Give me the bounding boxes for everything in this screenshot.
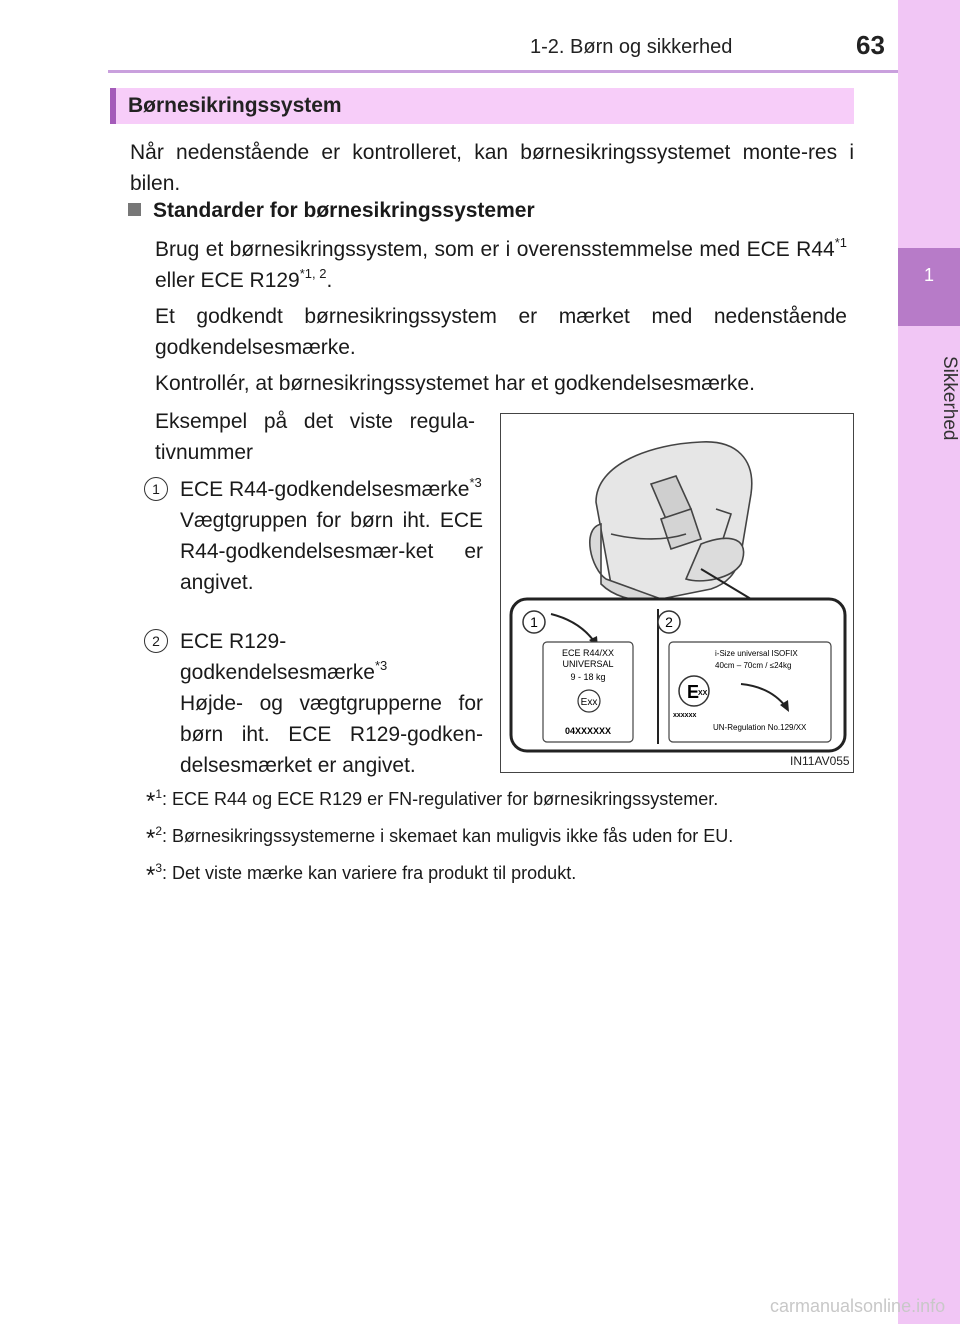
label2-code: xxxxxx bbox=[673, 712, 697, 719]
label1-number: 04XXXXXX bbox=[564, 726, 612, 736]
footnote-ref: *1, 2 bbox=[299, 266, 327, 281]
bullet-heading-text: Standarder for børnesikringssystemer bbox=[153, 199, 535, 222]
example-label: Eksempel på det viste regula-tivnummer bbox=[155, 410, 475, 464]
item-1-title: ECE R44-godkendelsesmærke bbox=[180, 478, 470, 501]
para1-text-b: eller ECE R129 bbox=[155, 269, 300, 292]
label1-mark: Exx bbox=[580, 697, 598, 708]
footnote-1 bbox=[146, 788, 718, 813]
chapter-number: 1 bbox=[923, 265, 934, 285]
item-2 bbox=[180, 626, 483, 781]
paragraph-standards bbox=[155, 234, 847, 296]
page-number: 63 bbox=[856, 30, 885, 60]
intro-paragraph: Når nedenstående er kontrolleret, kan børnesikringssystemet monte-res i bilen. bbox=[130, 141, 854, 195]
bullet-heading bbox=[128, 199, 535, 223]
figure-code: IN11AV055 bbox=[790, 754, 850, 768]
item-2-desc: Højde- og vægtgrupperne for børn iht. ECE R129-godken-delsesmærket er angivet. bbox=[180, 692, 483, 777]
label1-line1: ECE R44/XX bbox=[561, 648, 615, 658]
header-rule bbox=[108, 70, 898, 73]
footnote-text: : Det viste mærke kan variere fra produkt til produkt. bbox=[162, 863, 577, 883]
paragraph-check: Kontrollér, at børnesikringssystemet har et godkendelsesmærke. bbox=[155, 372, 755, 395]
footnote-num: 1 bbox=[155, 787, 163, 801]
child-seat-illustration bbox=[501, 414, 852, 771]
footnote-num: 2 bbox=[155, 824, 163, 838]
para1-text-a: Brug et børnesikringssystem, som er i overensstemmelse med ECE R44 bbox=[155, 238, 835, 261]
footnote-ref: *3 bbox=[374, 658, 388, 673]
label2-mark: E bbox=[687, 682, 700, 702]
square-bullet-icon bbox=[128, 203, 141, 216]
callout-1-text: 1 bbox=[530, 614, 538, 630]
section-title: Børnesikringssystem bbox=[128, 94, 342, 117]
item-number-1: 1 bbox=[144, 477, 168, 501]
label2-regulation: UN-Regulation No.129/XX bbox=[713, 723, 807, 732]
item-2-title: ECE R129-godkendelsesmærke bbox=[180, 630, 375, 684]
paragraph-approval-mark: Et godkendt børnesikringssystem er mærket med nedenstående godkendelsesmærke. bbox=[155, 305, 847, 359]
footnote-text: : Børnesikringssystemerne i skemaet kan muligvis ikke fås uden for EU. bbox=[162, 826, 734, 846]
label2-line2: 40cm – 70cm / ≤24kg bbox=[715, 661, 792, 670]
item-number-2: 2 bbox=[144, 629, 168, 653]
footnote-star: * bbox=[146, 825, 156, 852]
footnote-2 bbox=[146, 825, 733, 850]
label1-line3: 9 - 18 kg bbox=[570, 672, 606, 682]
item-1-desc: Vægtgruppen for børn iht. ECE R44-godkendelsesmær-ket er angivet. bbox=[180, 509, 483, 594]
footnote-star: * bbox=[146, 788, 156, 815]
callout-2-text: 2 bbox=[665, 614, 673, 630]
chapter-tab bbox=[898, 248, 960, 326]
footnote-text: : ECE R44 og ECE R129 er FN-regulativer for børnesikringssystemer. bbox=[162, 789, 719, 809]
label2-mark-sub: XX bbox=[698, 690, 708, 697]
item-1 bbox=[180, 474, 483, 598]
footnote-3 bbox=[146, 862, 576, 887]
footnote-num: 3 bbox=[155, 861, 163, 875]
child-seat-icon bbox=[590, 442, 752, 600]
chapter-label: Sikkerhed bbox=[939, 355, 960, 441]
label1-line2: UNIVERSAL bbox=[562, 659, 614, 669]
watermark: carmanualsonline.info bbox=[770, 1296, 946, 1316]
header-section-title: 1-2. Børn og sikkerhed bbox=[530, 36, 733, 58]
footnote-star: * bbox=[146, 862, 156, 889]
para1-text-c: . bbox=[326, 269, 333, 292]
footnote-ref: *1 bbox=[834, 235, 847, 250]
footnote-ref: *3 bbox=[469, 475, 482, 490]
figure-child-seat-labels bbox=[500, 413, 854, 773]
label2-line1: i-Size universal ISOFIX bbox=[715, 649, 798, 658]
side-tab-strip bbox=[898, 0, 960, 1324]
